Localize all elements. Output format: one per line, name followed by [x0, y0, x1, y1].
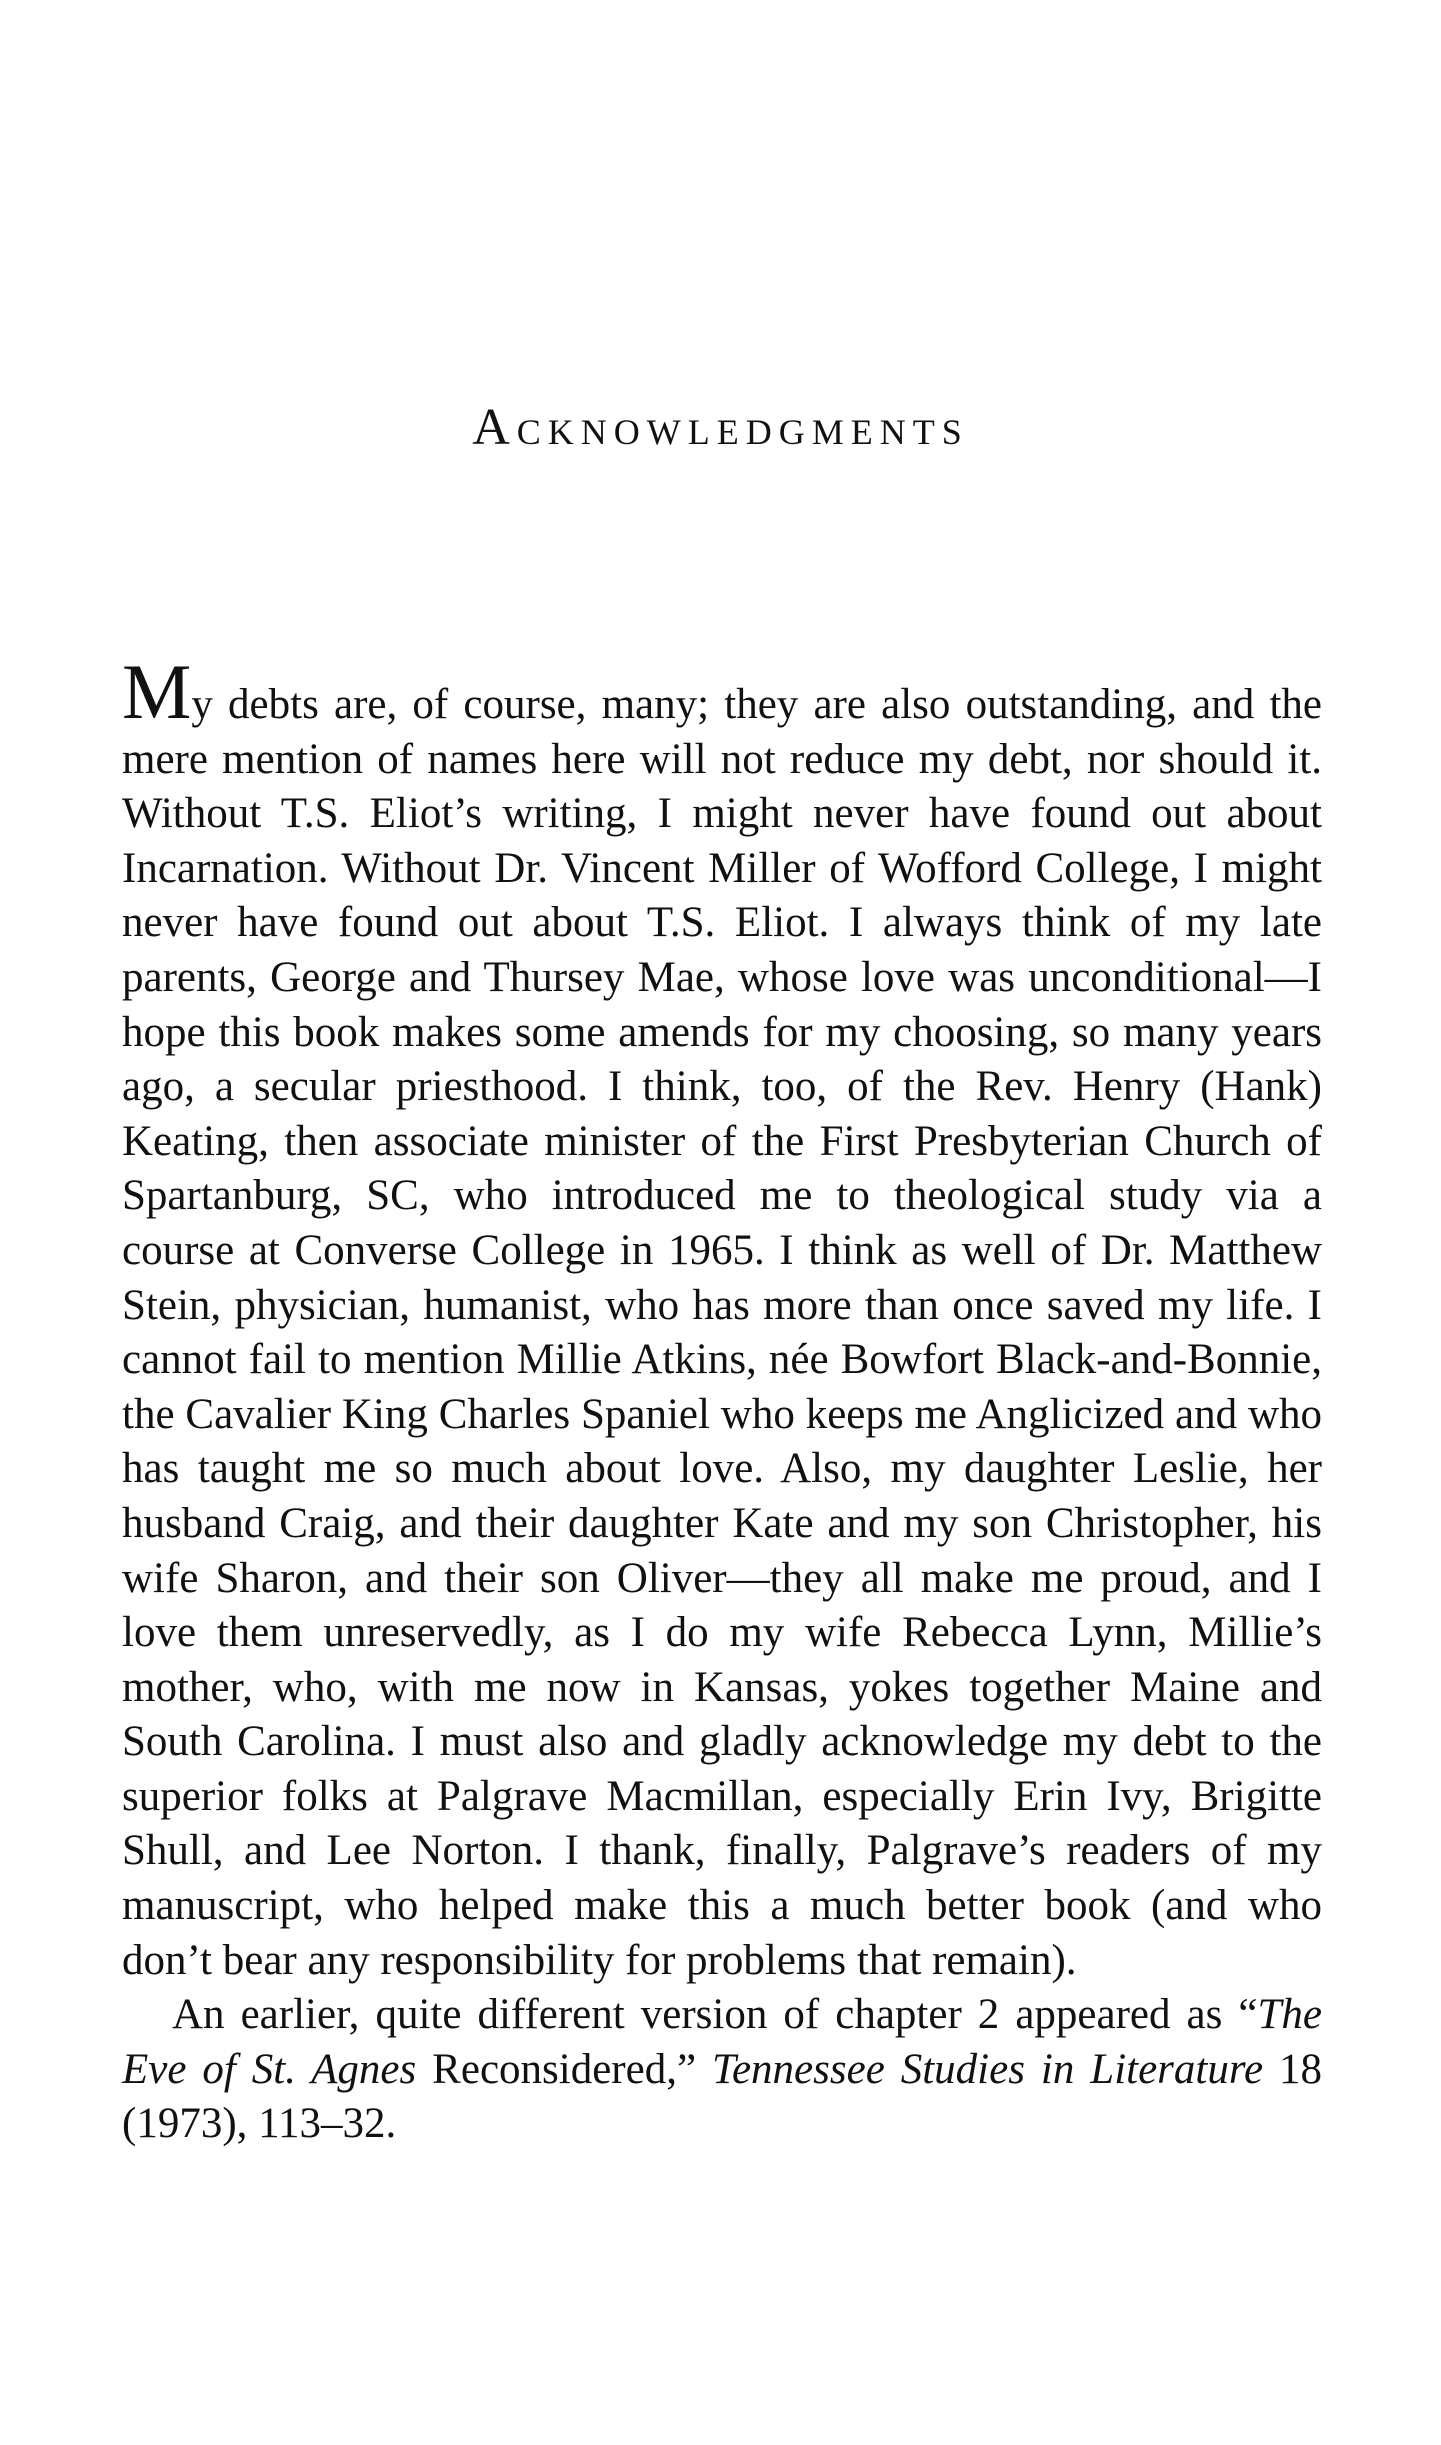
- journal-title: Tennessee Studies in Literature: [712, 2045, 1264, 2093]
- paragraph-2-lead: An earlier, quite different version of chapter 2 appeared as “: [172, 1991, 1258, 2039]
- paragraph-1: [122, 648, 1322, 1988]
- acknowledgments-body: [122, 648, 1323, 2152]
- poem-title: The Eve of St. Agnes: [122, 1991, 1322, 2093]
- drop-cap-initial: M: [122, 648, 192, 735]
- paragraph-2-mid: Reconsidered,”: [416, 2045, 712, 2093]
- paragraph-2: [122, 1988, 1322, 2152]
- paragraph-2-tail: 18 (1973), 113–32.: [122, 2045, 1323, 2148]
- page-heading: Acknowledgments: [472, 399, 969, 456]
- paragraph-1-text: y debts are, of course, many; they are also outstanding, and the mere mention of names here will not reduce my debt, nor should it. Without T.S. Eliot’s writing, I might never have found out about Incarnation. Without Dr. Vincent Miller of Wofford College, I might never have found out about T.S. Eliot. I always think of my late parents, George and Thursey Mae, whose love was unconditional—I hope this book makes some amends for my choosing, so many years ago, a secular priesthood. I think, too, of the Rev. Henry (Hank) Keating, then associate minister of the First Presbyterian Church of Spartanburg, SC, who introduced me to theological study via a course at Converse College in 1965. I think as well of Dr. Matthew Stein, physician, humanist, who has more than once saved my life. I cannot fail to mention Millie Atkins, née Bowfort Black-and-Bonnie, the Cavalier King Charles Spaniel who keeps me Anglicized and who has taught me so much about love. Also, my daughter Leslie, her husband Craig, and their daughter Kate and my son Christopher, his wife Sharon, and their son Oliver—they all make me proud, and I love them unreservedly, as I do my wife Rebecca Lynn, Millie’s mother, who, with me now in Kansas, yokes together Maine and South Carolina. I must also and gladly acknowledge my debt to the superior folks at Palgrave Macmillan, especially Erin Ivy, Brigitte Shull, and Lee Norton. I thank, finally, Palgrave’s readers of my manuscript, who helped make this a much better book (and who don’t bear any responsibility for problems that remain).: [122, 681, 1322, 1984]
